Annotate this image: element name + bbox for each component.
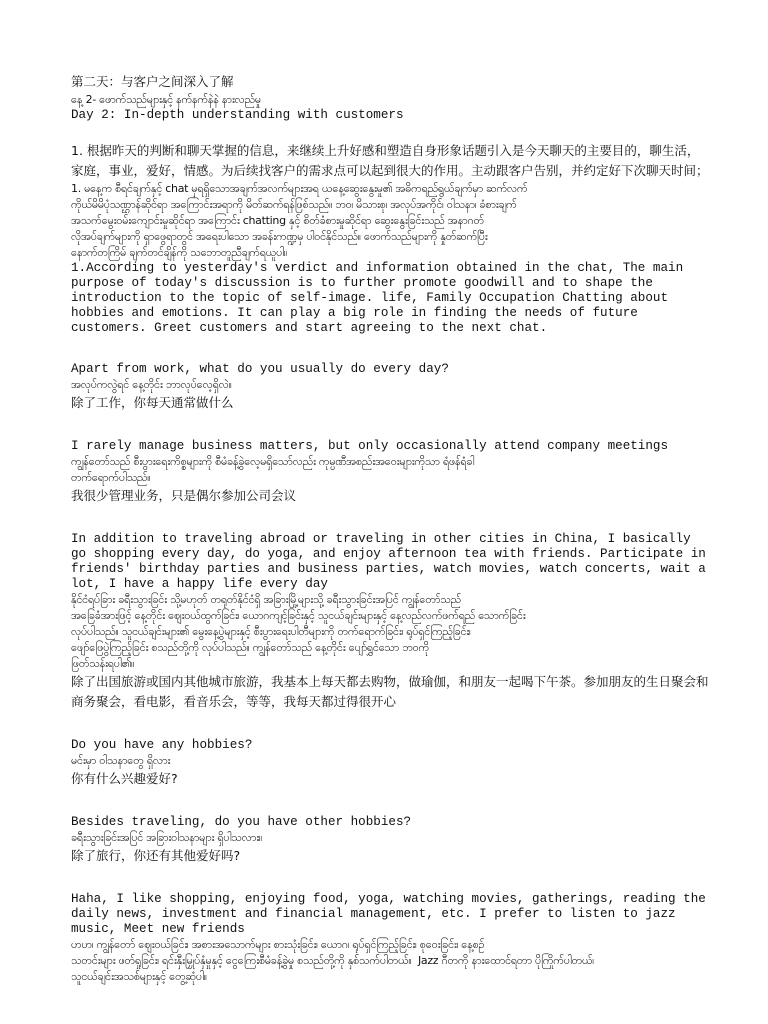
qa-block bbox=[71, 738, 711, 789]
question-en: Do you have any hobbies? bbox=[71, 738, 253, 752]
answer-my: နိုင်ငံရပ်ခြား ခရီးသွားခြင်း သို့မဟုတ် တရုတ်နိုင်ငံရှိ အခြားမြို့များသို့ ခရီးသွားခြင်းအပြင် ကျွန်တော်သည် bbox=[71, 593, 461, 606]
answer-my: ကျွန်တော်သည် စီးပွားရေးကိစ္စများကို စီမံခန့်ခွဲလေ့မရှိသော်လည်း ကုမ္ပဏီအစည်းအဝေးများကိုသာ ရံဖန်ရံခါ bbox=[71, 455, 475, 468]
question-my: မင်းမှာ ဝါသနာတွေ ရှိလား bbox=[71, 754, 171, 767]
answer-en: I rarely manage business matters, but only occasionally attend company meetings bbox=[71, 439, 669, 453]
question-en: Besides traveling, do you have other hobbies? bbox=[71, 815, 412, 829]
intro-my-line: 1. မနေ့က စီရင်ချက်နှင့် chat မှရရှိသောအချက်အလက်များအရ ယနေ့ဆွေးနွေးမှု၏ အဓိကရည်ရွယ်ချက်မှာ ဆက်လက် bbox=[71, 182, 528, 195]
qa-block bbox=[71, 892, 714, 985]
answer-my: အခြေခံအားဖြင့် နေ့တိုင်း ဈေးဝယ်ထွက်ခြင်း၊ ယောဂကျင့်ခြင်းနှင့် သူငယ်ချင်းများနှင့် နေ့လည်လက်ဖက်ရည် သောက်ခြင်း bbox=[71, 609, 526, 622]
qa-block bbox=[71, 362, 711, 413]
question-en: Apart from work, what do you usually do every day? bbox=[71, 362, 449, 376]
answer-en: Haha, I like shopping, enjoying food, yoga, watching movies, gatherings, reading the daily news, investment and financial management, etc. I prefer to listen to jazz music, Meet new friends bbox=[71, 892, 714, 936]
qa-block bbox=[71, 439, 711, 506]
intro-my-line: ကိုယ်မိမိပုံသဏ္ဌာန်ဆိုင်ရာ အကြောင်းအရာကို မိတ်ဆက်ရန်ဖြစ်သည်။ ဘဝ၊ မိသားစု၊ အလုပ်အကိုင်၊ ဝါသနာ၊ ခံစားချက် bbox=[71, 198, 517, 211]
answer-my: သတင်းများ ဖတ်ရှုခြင်း၊ ရင်းနှီးမြှုပ်နှံမှုနှင့် ငွေကြေးစီမံခန့်ခွဲမှု စသည်တို့ကို နှစ်သက်ပါတယ်။ Jazz ဂီတကို နားထောင်ရတာ ပိုကြိုက်ပါတယ်၊ bbox=[71, 954, 594, 967]
answer-my: ဖျော်ဖြေပွဲကြည့်ခြင်း စသည်တို့ကို လုပ်ပါသည်။ ကျွန်တော်သည် နေ့တိုင်း ပျော်ရွှင်သော ဘဝကို bbox=[71, 641, 429, 654]
document-page bbox=[71, 72, 714, 985]
answer-my: ဟဟ၊ ကျွန်တော် ဈေးဝယ်ခြင်း၊ အစားအသောက်များ စားသုံးခြင်း၊ ယောဂ၊ ရုပ်ရှင်ကြည့်ခြင်း၊ စုဝေးခြင်း၊ နေ့စဉ် bbox=[71, 938, 485, 951]
intro-my-line: လိုအပ်ချက်များကို ရှာဖွေရာတွင် အရေးပါသော အခန်းကဏ္ဍမှ ပါဝင်နိုင်သည်။ ဖောက်သည်များကို နှုတ်ဆက်ပြီး bbox=[71, 230, 488, 243]
question-zh: 除了工作，你每天通常做什么 bbox=[71, 395, 234, 410]
answer-my: လုပ်ပါသည်။ သူငယ်ချင်းများ၏ မွေးနေ့ပွဲများနှင့် စီးပွားရေးပါတီများကို တက်ရောက်ခြင်း၊ ရုပ်ရှင်ကြည့်ခြင်း၊ bbox=[71, 625, 471, 638]
question-zh: 你有什么兴趣爱好? bbox=[71, 771, 178, 786]
title-en: Day 2: In-depth understanding with customers bbox=[71, 108, 404, 122]
answer-zh: 我很少管理业务，只是偶尔参加公司会议 bbox=[71, 488, 297, 503]
title-zh: 第二天：与客户之间深入了解 bbox=[71, 74, 234, 89]
answer-my: သူငယ်ချင်းအသစ်များနှင့် တွေ့ဆုံပါ။ bbox=[71, 970, 207, 983]
answer-en: In addition to traveling abroad or traveling in other cities in China, I basically go shopping every day, do yoga, and enjoy afternoon tea with friends. Participate in friends' birthday parties and business parties, watch movies, watch concerts, wait a lot, I have a happy life every day bbox=[71, 532, 714, 591]
title-my: နေ့ 2- ဖောက်သည်များနှင့် နက်နက်နဲနဲ နားလည်မှု bbox=[71, 93, 261, 106]
intro-my-line: နောက်တကြိမ် ချက်တင်ချိန်ကို သဘောတူညီချက်ရယူပါ။ bbox=[71, 246, 288, 259]
question-my: ခရီးသွားခြင်းအပြင် အခြားဝါသနာများ ရှိပါသလား။ bbox=[71, 831, 262, 844]
question-my: အလုပ်ကလွဲရင် နေ့တိုင်း ဘာလုပ်လေ့ရှိလဲ။ bbox=[71, 378, 232, 391]
answer-my: ဖြတ်သန်းရပါ၏။ bbox=[71, 657, 135, 670]
answer-zh: 除了出国旅游或国内其他城市旅游，我基本上每天都去购物，做瑜伽，和朋友一起喝下午茶。参加朋友的生日聚会和商务聚会，看电影，看音乐会，等等，我每天都过得很开心 bbox=[71, 674, 709, 709]
qa-block bbox=[71, 815, 711, 866]
question-zh: 除了旅行，你还有其他爱好吗? bbox=[71, 848, 241, 863]
intro-my-line: အသက်မွေးဝမ်းကျောင်းမှုဆိုင်ရာ အကြောင်း chatting နှင့် စိတ်ခံစားမှုဆိုင်ရာ ဆွေးနွေးခြင်းသည် အနာဂတ် bbox=[71, 214, 484, 227]
answer-my: တက်ရောက်ပါသည်။ bbox=[71, 471, 151, 484]
qa-block bbox=[71, 532, 714, 712]
intro-en: 1.According to yesterday's verdict and information obtained in the chat, The main purpose of today's discussion is to further promote goodwill and to shape the introduction to the topic of self-image. life, Family Occupation Chatting about hobbies and emotions. It can play a big role in finding the needs of future customers. Greet customers and start agreeing to the next chat. bbox=[71, 261, 691, 335]
intro-zh: 1. 根据昨天的判断和聊天掌握的信息，来继续上升好感和塑造自身形象话题引入是今天聊天的主要目的，聊生活，家庭，事业，爱好，情感。为后续找客户的需求点可以起到很大的作用。主动跟客户告别，并约定好下次聊天时间； bbox=[71, 143, 709, 178]
